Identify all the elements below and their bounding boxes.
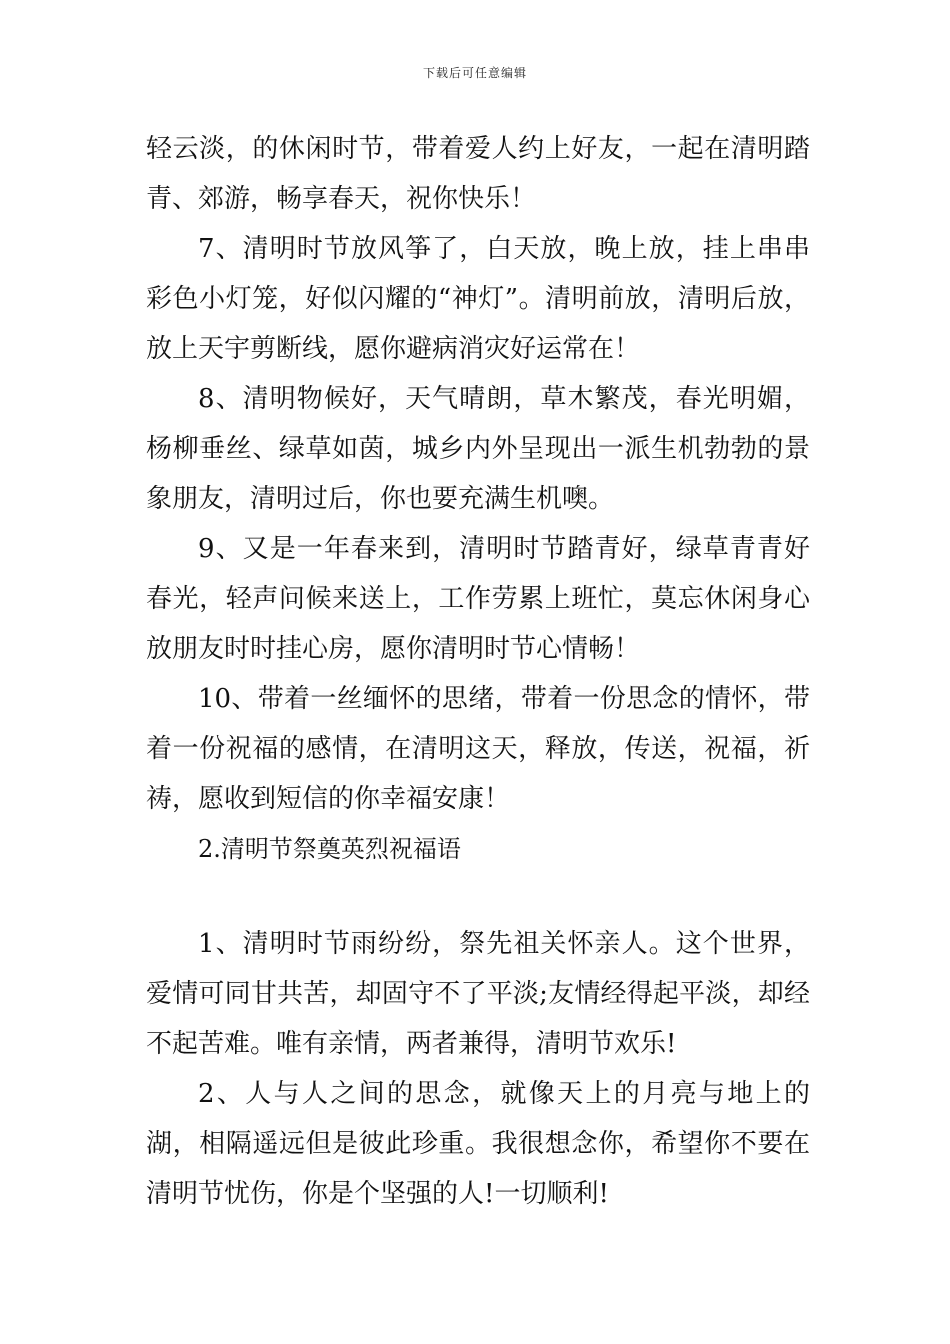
spacer <box>146 874 810 919</box>
paragraph-item-9: 9、又是一年春来到，清明时节踏青好，绿草青青好春光，轻声问候来送上，工作劳累上班忙，莫忘休闲身心放朋友时时挂心房，愿你清明时节心情畅！ <box>146 534 810 664</box>
document-body <box>146 124 810 1219</box>
page-header: 下载后可任意编辑 <box>422 66 527 80</box>
paragraph-item-8: 8、清明物候好，天气晴朗，草木繁茂，春光明媚，杨柳垂丝、绿草如茵，城乡内外呈现出一派生机勃勃的景象朋友，清明过后，你也要充满生机噢。 <box>146 384 810 514</box>
paragraph-section2-item-1: 1、清明时节雨纷纷，祭先祖关怀亲人。这个世界，爱情可同甘共苦，却固守不了平淡;友情经得起平淡，却经不起苦难。唯有亲情，两者兼得，清明节欢乐! <box>146 929 810 1059</box>
paragraph-item-7: 7、清明时节放风筝了，白天放，晚上放，挂上串串彩色小灯笼，好似闪耀的“神灯”。清明前放，清明后放，放上天宇剪断线，愿你避病消灾好运常在！ <box>146 234 810 364</box>
paragraph-section2-item-2: 2、人与人之间的思念，就像天上的月亮与地上的湖，相隔遥远但是彼此珍重。我很想念你，希望你不要在清明节忧伤，你是个坚强的人!一切顺利! <box>146 1079 810 1209</box>
paragraph-item-10: 10、带着一丝缅怀的思绪，带着一份思念的情怀，带着一份祝福的感情，在清明这天，释放，传送，祝福，祈祷，愿收到短信的你幸福安康！ <box>146 684 810 814</box>
paragraph-continuation: 轻云淡，的休闲时节，带着爱人约上好友，一起在清明踏青、郊游，畅享春天，祝你快乐！ <box>146 134 810 214</box>
section-heading: 2.清明节祭奠英烈祝福语 <box>198 835 461 863</box>
